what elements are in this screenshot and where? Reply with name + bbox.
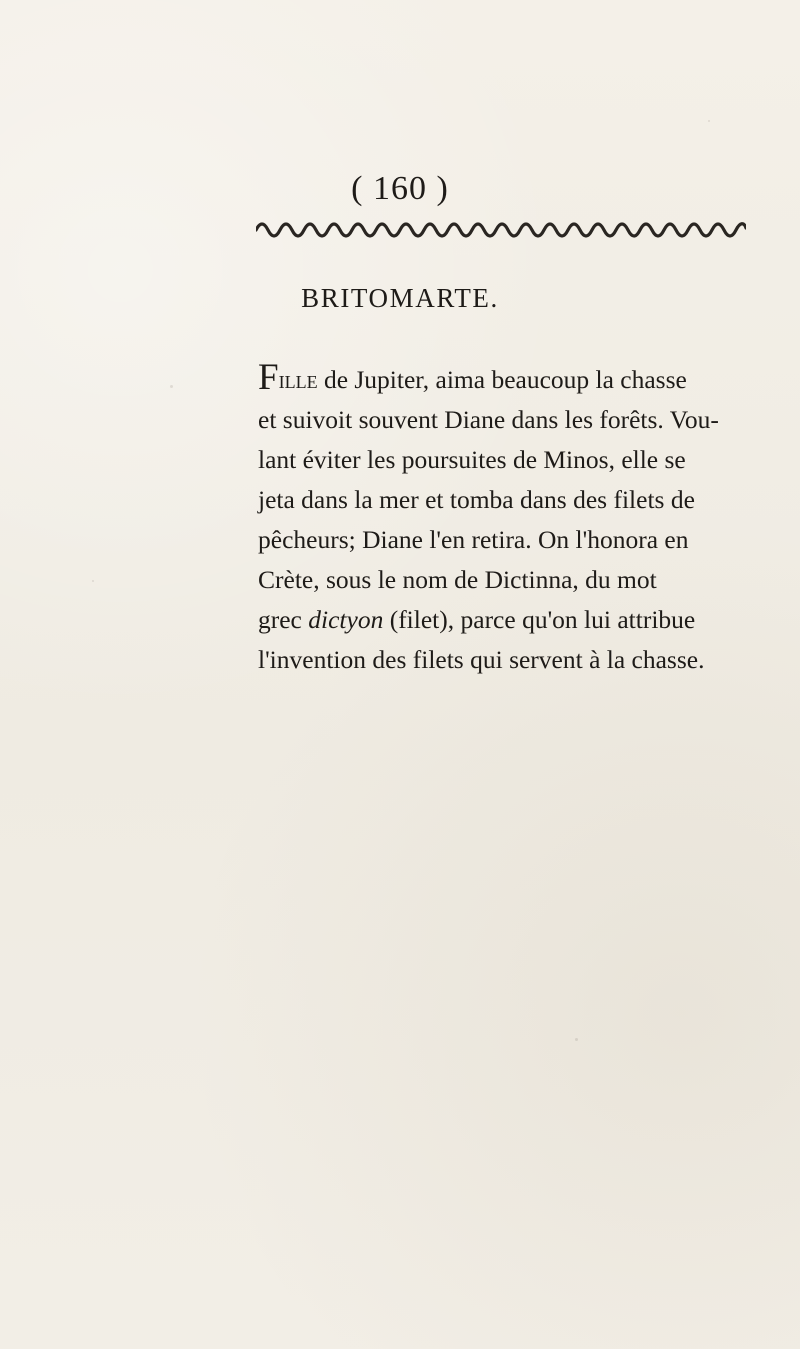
paper-speck [575,1038,578,1041]
paragraph-line-8: l'invention des filets qui servent à la chasse. [258,645,705,674]
body-paragraph [258,357,748,680]
paragraph-line-4: jeta dans la mer et tomba dans des filets de [258,485,695,514]
line-7-after: (filet), parce qu'on lui attribue [383,605,696,634]
line-1-text: de Jupiter, aima beaucoup la chasse [317,365,687,394]
first-word-rest: ille [278,365,318,394]
paper-speck [170,385,173,388]
paragraph-line-1 [258,357,748,400]
paragraph-line-5: pêcheurs; Diane l'en retira. On l'honora en [258,525,689,554]
paragraph-line-3: lant éviter les poursuites de Minos, elle se [258,445,686,474]
dropcap-letter: F [258,357,279,398]
decorative-wave-rule-icon [256,220,746,238]
paper-speck [708,120,710,122]
greek-word: dictyon [308,605,384,634]
paragraph-line-2: et suivoit souvent Diane dans les forêts. Vou- [258,405,719,434]
line-7-before: grec [258,605,309,634]
paragraph-line-7 [258,600,748,640]
paragraph-line-6: Crète, sous le nom de Dictinna, du mot [258,565,657,594]
page-number: ( 160 ) [351,170,449,207]
paper-speck [92,580,94,582]
section-title: BRITOMARTE. [301,283,499,313]
